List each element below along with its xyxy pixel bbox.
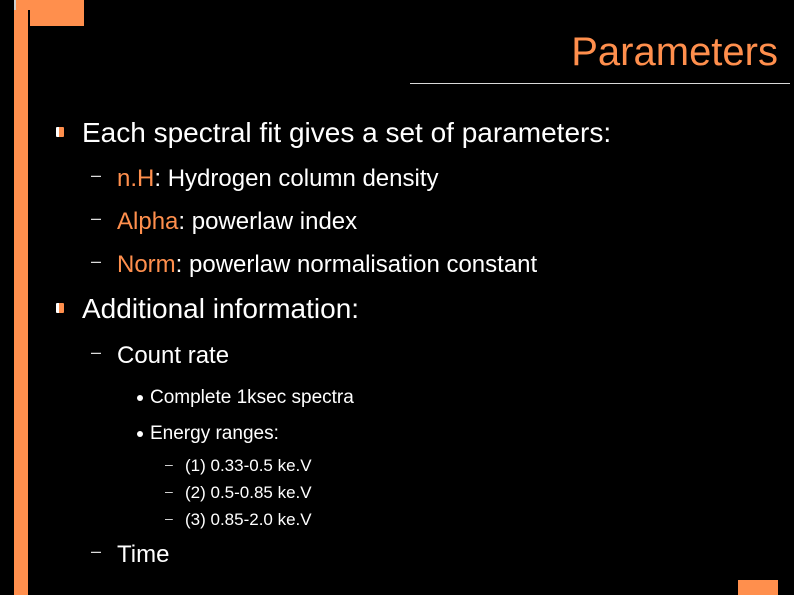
param-description: : Hydrogen column density: [154, 165, 439, 192]
bullet-complete-spectra: [150, 387, 354, 409]
bullet-text: Complete 1ksec spectra: [150, 387, 354, 408]
title-underline: [410, 83, 790, 84]
dash-icon: –: [91, 165, 102, 185]
slide-title: Parameters: [571, 30, 778, 74]
param-description: : powerlaw index: [178, 208, 358, 235]
param-name: n.H: [117, 165, 155, 192]
bullet-text: Energy ranges:: [150, 423, 279, 444]
bullet-text: Each spectral fit gives a set of parameters:: [82, 117, 612, 148]
bullet-alpha: [91, 208, 358, 236]
dash-icon: –: [165, 483, 173, 499]
bullet-additional-heading: [82, 293, 359, 325]
dash-icon: –: [91, 208, 102, 228]
dash-icon: –: [165, 456, 173, 472]
dash-icon: –: [165, 510, 173, 526]
param-description: : powerlaw normalisation constant: [175, 251, 538, 278]
left-orange-bar: [14, 10, 28, 595]
bullet-text: (2) 0.5-0.85 ke.V: [185, 483, 312, 502]
bullet-text: Time: [117, 541, 170, 568]
bullet-norm: [91, 251, 538, 279]
bullet-text: (1) 0.33-0.5 ke.V: [185, 456, 312, 475]
energy-range-1: [165, 456, 312, 476]
square-bullet-icon: [56, 127, 64, 137]
bullet-time: [91, 541, 170, 569]
dash-icon: –: [91, 342, 102, 362]
energy-range-3: [165, 510, 312, 530]
energy-range-2: [165, 483, 312, 503]
bullet-parameters-heading: [82, 117, 611, 149]
bullet-text: Count rate: [117, 342, 230, 369]
dot-icon: [137, 431, 143, 437]
bullet-nh: [91, 165, 439, 193]
left-inner-bar: [28, 10, 30, 595]
bullet-count-rate: [91, 342, 230, 370]
dash-icon: –: [91, 541, 102, 561]
dash-icon: –: [91, 251, 102, 271]
bullet-energy-ranges: [150, 423, 279, 445]
param-name: Norm: [117, 251, 176, 278]
dot-icon: [137, 395, 143, 401]
bottom-right-orange-block: [738, 580, 778, 595]
bullet-text: (3) 0.85-2.0 ke.V: [185, 510, 312, 529]
square-bullet-icon: [56, 303, 64, 313]
param-name: Alpha: [117, 208, 179, 235]
bullet-text: Additional information:: [82, 293, 360, 324]
